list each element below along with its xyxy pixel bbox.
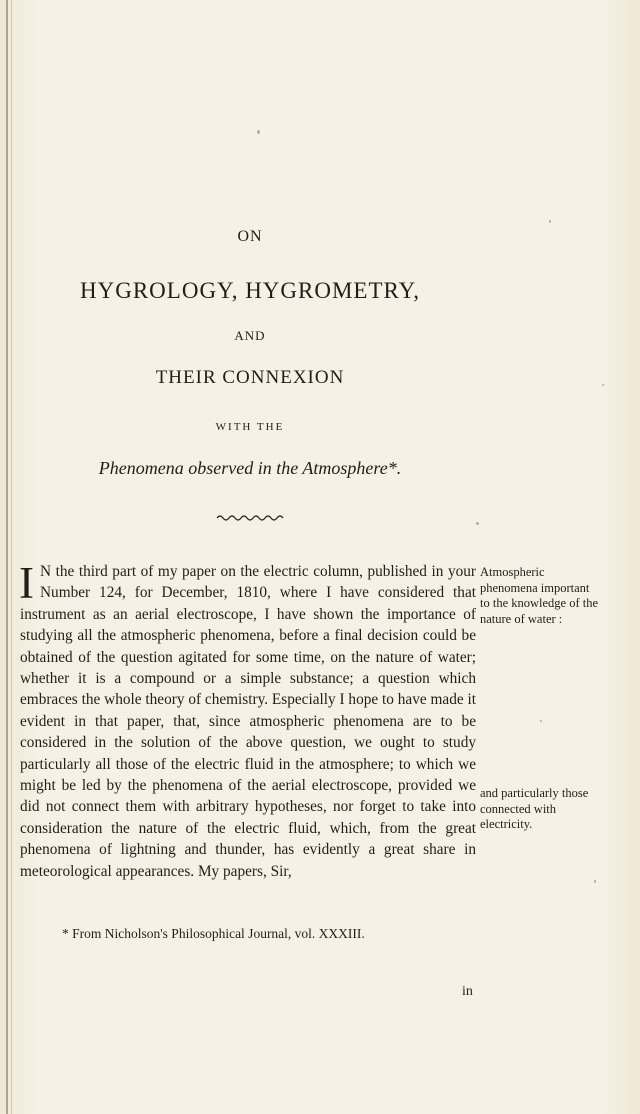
paper-speck xyxy=(476,522,479,525)
binding-edge-inner xyxy=(11,0,12,1114)
paper-speck xyxy=(257,130,260,134)
paper-speck xyxy=(549,220,551,223)
title-with-the: WITH THE xyxy=(215,421,285,433)
body-text: N the third part of my paper on the electric column, published in your Number 124, for December, 1810, where I have considered that instrument as an aerial electroscope, I have shown the importance of studying all the atmospheric phenomena, before a final decision could be obtained of the question agitated for some time, on the nature of water; whether it is a compound or a simple substance; a question which embraces the whole theory of chemistry. Especially I hope to have made it evident in that paper, that, since atmospheric phenomena are to be considered in the solution of the above question, we ought to study particularly all those of the electric fluid in the atmosphere; to which we might be led by the phenomena of the aerial electroscope, provided we did not connect them with arbitrary hypotheses, nor forget to take into consideration the nature of the electric fluid, which, from the great phenomena of lightning and thunder, has evidently a great share in meteorological appearances. My papers, Sir, xyxy=(20,563,476,880)
binding-edge xyxy=(6,0,8,1114)
footnote: * From Nicholson's Philosophical Journal, vol. XXXIII. xyxy=(62,926,365,941)
title-main: HYGROLOGY, HYGROMETRY, xyxy=(80,278,420,303)
paper-speck xyxy=(594,880,596,883)
title-and: AND xyxy=(234,328,266,343)
drop-cap: I xyxy=(19,558,34,608)
title-on: ON xyxy=(237,228,263,245)
title-their-connexion: THEIR CONNEXION xyxy=(155,367,345,388)
paper-speck xyxy=(602,384,604,386)
margin-note-atmospheric: Atmospheric phenomena important to the knowledge of the nature of water : xyxy=(480,565,599,626)
catchword: in xyxy=(462,984,473,999)
body-paragraph xyxy=(19,558,476,882)
title-phenomena: Phenomena observed in the Atmosphere*. xyxy=(98,458,402,478)
ornament-rule xyxy=(215,513,285,523)
paper-speck xyxy=(540,720,542,722)
margin-note-electricity: and particularly those connected with electricity. xyxy=(480,786,589,831)
